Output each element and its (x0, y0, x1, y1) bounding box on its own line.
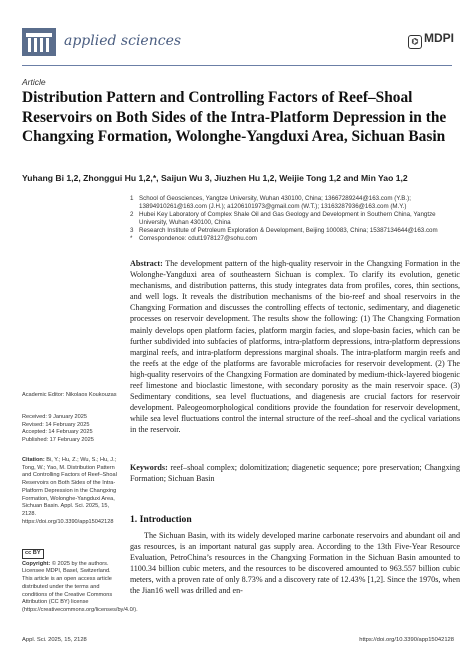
copyright-text: © 2025 by the authors. Licensee MDPI, Basel, Switzerland. This article is an open access article distributed under the terms and conditions of the Creative Commons Attribution (CC BY) license (https://creativecommons.org/licenses/by/4.0/). (22, 560, 138, 613)
author-list: Yuhang Bi 1,2, Zhonggui Hu 1,2,*, Saijun Wu 3, Jiuzhen Hu 1,2, Weijie Tong 1,2 and Min Yao 1,2 (22, 173, 408, 183)
accepted-date: Accepted: 14 February 2025 (22, 429, 93, 436)
citation[interactable] (22, 457, 122, 526)
abstract-text: The development pattern of the high-quality reservoir in the Changxing Formation in the Wolonghe-Yangduxi area of southeastern Sichuan is complex. To clarify its evolution, genetic mechanisms, and distribution patterns, this study integrates data from profiles, cores, thin sections, and well logs. It reveals the distribution mechanisms of the bio-reef and shoal reservoirs in the Changxing Formation and discusses the controlling effects of tectonic, sedimentary, and diagenetic processes on reservoir development. The results show the following: (1) The Changxing Formation mainly develops open platform facies, platform margin facies, and slope-basin facies, which can be further subdivided into subfacies of platforms, intra-platform depressions, intra-platform depressions marginal reefs, and intra-platform depressions marginal shoals. The intra-platform margin reefs and the reefs at the edge of the platforms are favorable microfacies for reservoir development. (2) The high-quality reservoirs of the Changxing Formation are dominated by medium-thick-layered biogenic reef limestone and bioclastic limestone, with secondary porosity as the main reservoir space. (3) Sedimentary conditions, sea level fluctuations, and diagenesis are crucial factors for reservoir development. Paleogeomorphological conditions provide the foundation for reservoir development, while sea level fluctuations control the internal structure of the reef–shoal and the cyclical variations in the reservoir. (130, 259, 460, 435)
footer-citation: Appl. Sci. 2025, 15, 2128 (22, 637, 87, 643)
copyright (22, 547, 138, 615)
introduction-text: The Sichuan Basin, with its widely developed marine carbonate reservoirs and abundant oil and gas resources, is an important natural gas supply area. According to the 13th Five-Year Resource Evaluation, PetroChina’s resources in the Changxing Formation in the Sichuan Basin amounted to 1100.34 billion cubic meters, and the resources to be discovered amounted to 963.557 billion cubic meters, with a proven rate of only 8.73% and a discovery rate of 12.43% [1,2]. Since the 1970s, when the Jian16 well was drilled and en- (130, 531, 460, 596)
received-date: Received: 9 January 2025 (22, 414, 87, 420)
citation-text: Bi, Y.; Hu, Z.; Wu, S.; Hu, J.; Tong, W.; Yao, M. Distribution Pattern and Controlling Factors of Reef–Shoal Reservoirs on Both Sides of the Intra-Platform Depression in the Changxing Formation, Wolonghe-Yangduxi Area, Sichuan Basin. Appl. Sci. 2025, 15, 2128. https://doi.org/10.3390/app15042128 (22, 457, 117, 525)
citation-label: Citation: (22, 457, 45, 463)
dates (22, 414, 122, 445)
abstract (130, 258, 460, 436)
correspondence[interactable]: * Correspondence: cdut1978127@sohu.com (130, 235, 258, 243)
article-title: Distribution Pattern and Controlling Factors of Reef–Shoal Reservoirs on Both Sides of the Intra-Platform Depression in the Changxing Formation, Wolonghe-Yangduxi Area, Sichuan Basin (22, 89, 447, 145)
keywords-label: Keywords: (130, 463, 168, 472)
keywords (130, 462, 460, 484)
article-type: Article (22, 77, 46, 87)
affiliation-item: 2 Hubei Key Laboratory of Complex Shale Oil and Gas Geology and Development in Southern China, Yangtze University, Wuhan 430100, China (130, 211, 436, 227)
revised-date: Revised: 14 February 2025 (22, 421, 90, 428)
affiliation-item: 3 Research Institute of Petroleum Exploration & Development, Beijing 100083, China; 15387134644@163.com (130, 227, 438, 235)
abstract-label: Abstract: (130, 259, 163, 268)
affiliation-item: 1 School of Geosciences, Yangtze University, Wuhan 430100, China; 13667289244@163.com (Y.B.); 13894910261@163.com (J.H.); a1206101973@gmail.com (W.T.); 13163287936@163.com (M.Y.) (130, 195, 411, 211)
section-heading: 1. Introduction (130, 514, 192, 525)
copyright-label: Copyright: (22, 560, 51, 567)
publisher-logo (408, 31, 454, 49)
publisher-name: MDPI (424, 31, 454, 45)
journal-name: applied sciences (64, 33, 182, 49)
cc-by-badge[interactable]: cc BY (22, 549, 44, 559)
published-date: Published: 17 February 2025 (22, 437, 94, 444)
footer-doi-link[interactable]: https://doi.org/10.3390/app15042128 (359, 637, 454, 643)
mdpi-hex-icon: ⌬ (408, 35, 422, 49)
keywords-text: reef–shoal complex; dolomitization; diagenetic sequence; pore preservation; Changxing Formation; Sichuan Basin (130, 463, 460, 484)
journal-logo (22, 28, 56, 56)
academic-editor: Academic Editor: Nikolaos Koukouzas (22, 392, 117, 398)
header-rule (22, 65, 452, 66)
affiliations (130, 195, 458, 244)
